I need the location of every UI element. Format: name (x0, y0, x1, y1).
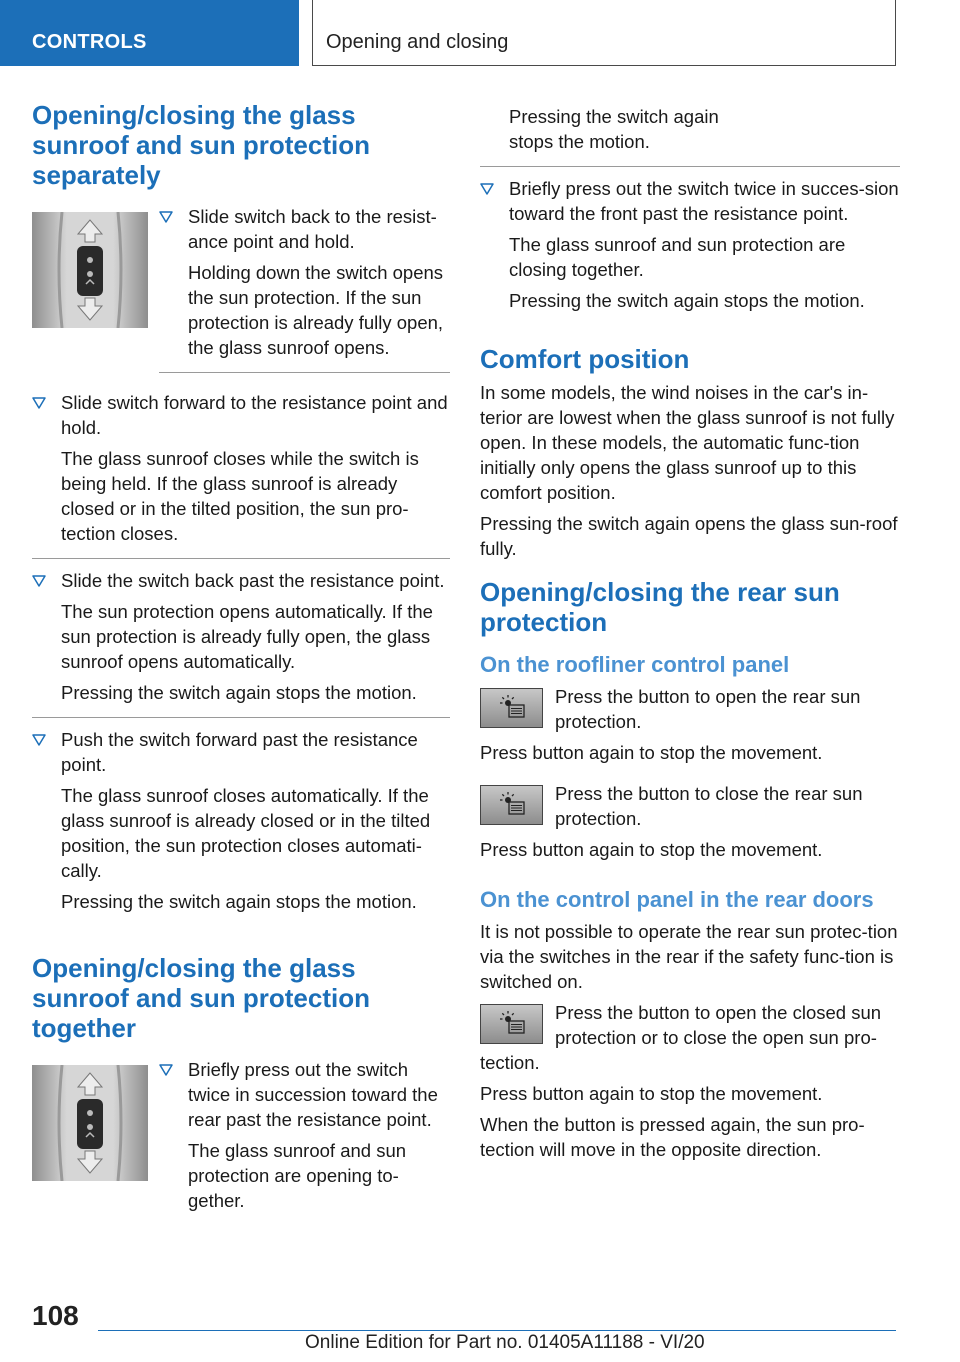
footer-divider (98, 1330, 896, 1331)
spacer (32, 935, 450, 953)
bullet-text: Push the switch forward past the resistance point. (61, 729, 418, 775)
together-first-bullet (159, 1057, 450, 1234)
spacer (480, 771, 900, 781)
bullet-detail: The glass sunroof and sun protection are opening to-gether. (188, 1140, 407, 1211)
roofliner-open-row (480, 684, 900, 740)
list-item (159, 1057, 450, 1225)
bullet-text: Slide switch forward to the resistance point and hold. (61, 392, 448, 438)
sun-protection-close-button-image (480, 785, 543, 825)
heading-comfort: Comfort position (480, 344, 690, 374)
chapter-tab: CONTROLS (0, 0, 299, 66)
bullet-detail: The glass sunroof closes automatically. If the glass sunroof is already closed or in the tilted position, the sun protection closes automati-cally. (61, 785, 431, 881)
together-bullet-list (480, 176, 900, 325)
continued-item (480, 104, 900, 167)
heading-rear-doors: On the control panel in the rear doors (480, 887, 874, 912)
left-column (32, 100, 450, 1242)
continued-text: Pressing the switch again stops the motion. (509, 106, 719, 152)
doors-button-row (480, 1000, 900, 1081)
bullet-detail: Pressing the switch again stops the motion. (509, 290, 865, 311)
footer-edition: Online Edition for Part no. 01405A11188 - VI/20 (305, 1332, 705, 1353)
bullet-detail: The sun protection opens automatically. If the sun protection is already fully open, the glass sunroof opens automatically. (61, 601, 433, 672)
comfort-paragraph-1: In some models, the wind noises in the car's in-terior are lowest when the glass sunroof is not fully open. In these models, the automatic func-tion initially only opens the glass sunroof up to this comfort position. (480, 382, 895, 503)
bullet-detail: The glass sunroof and sun protection are closing together. (509, 234, 846, 280)
heading-separately: Opening/closing the glass sunroof and sun protection separately (32, 100, 370, 190)
sunroof-switch-image (32, 1065, 148, 1181)
separately-first-bullet (159, 204, 450, 382)
spacer (480, 567, 900, 577)
doors-paragraph-2: When the button is pressed again, the sun pro-tection will move in the opposite direction. (480, 1114, 865, 1160)
list-item (159, 204, 450, 373)
separately-bullet-list (32, 390, 450, 926)
roofliner-close-stop-text: Press button again to stop the movement. (480, 839, 823, 860)
spacer (480, 868, 900, 886)
triangle-bullet-icon (159, 1063, 173, 1077)
section-title: Opening and closing (312, 0, 896, 66)
bullet-text: Slide the switch back past the resistance point. (61, 570, 445, 591)
page-header (0, 0, 960, 66)
bullet-detail: Holding down the switch opens the sun protection. If the sun protection is already fully open, the glass sunroof opens. (188, 262, 444, 358)
page-number: 108 (32, 1300, 79, 1331)
together-figure-row (32, 1057, 450, 1234)
list-item (32, 568, 450, 718)
heading-together: Opening/closing the glass sunroof and sun protection together (32, 953, 370, 1043)
roofliner-open-text: Press the button to open the rear sun protection. (555, 686, 861, 732)
bullet-detail: Pressing the switch again stops the motion. (61, 891, 417, 912)
sunroof-switch-image (32, 212, 148, 328)
heading-roofliner: On the roofliner control panel (480, 652, 790, 677)
triangle-bullet-icon (32, 574, 46, 588)
bullet-detail: The glass sunroof closes while the switch is being held. If the glass sunroof is already closed or in the tilted position, the sun pro-tection closes. (61, 448, 419, 544)
heading-rear-sun-protection: Opening/closing the rear sun protection (480, 577, 840, 637)
triangle-bullet-icon (480, 182, 494, 196)
doors-paragraph-1: It is not possible to operate the rear sun protec-tion via the switches in the rear if the safety func-tion is switched on. (480, 921, 898, 992)
doors-stop-text: Press button again to stop the movement. (480, 1083, 823, 1104)
triangle-bullet-icon (159, 210, 173, 224)
roofliner-open-stop-text: Press button again to stop the movement. (480, 742, 823, 763)
right-column (480, 104, 900, 1168)
bullet-text: Slide switch back to the resist-ance point and hold. (188, 206, 437, 252)
triangle-bullet-icon (32, 733, 46, 747)
spacer (480, 334, 900, 344)
roofliner-close-row (480, 781, 900, 837)
list-item (32, 727, 450, 926)
separately-figure-row (32, 204, 450, 382)
bullet-text: Briefly press out the switch twice in succes-sion toward the front past the resistance point. (509, 178, 899, 224)
roofliner-close-text: Press the button to close the rear sun protection. (555, 783, 863, 829)
bullet-detail: Pressing the switch again stops the motion. (61, 682, 417, 703)
comfort-paragraph-2: Pressing the switch again opens the glass sun-roof fully. (480, 513, 898, 559)
doors-button-text: Press the button to open the closed sun protection or to close the open sun pro-tection. (480, 1002, 882, 1073)
rear-door-sun-protection-button-image (480, 1004, 543, 1044)
list-item (480, 176, 900, 325)
sun-protection-open-button-image (480, 688, 543, 728)
triangle-bullet-icon (32, 396, 46, 410)
list-item (32, 390, 450, 559)
bullet-text: Briefly press out the switch twice in succession toward the rear past the resistance point. (188, 1059, 438, 1130)
